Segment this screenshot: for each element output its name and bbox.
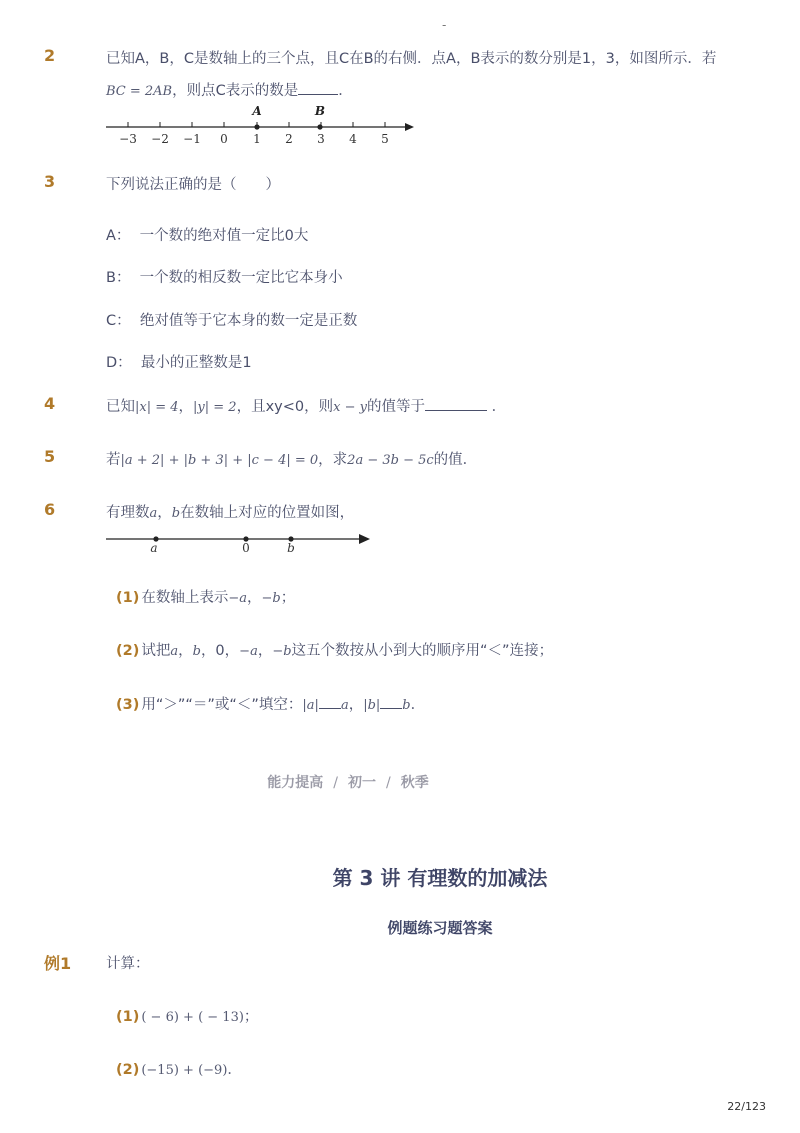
math-neg-b: −b [261, 591, 281, 606]
question-number: 2 [44, 46, 56, 65]
option-d [106, 351, 252, 372]
q4-text: 的值等于 [366, 399, 425, 415]
option-label: B： [106, 270, 131, 286]
q5-text: ，求 [318, 452, 348, 468]
math-b: b [171, 506, 181, 521]
axis-tick-label: −3 [119, 132, 137, 146]
q6-sub-3 [116, 693, 425, 714]
breadcrumb-separator: / [386, 775, 391, 791]
math-a: a [149, 506, 158, 521]
sub-text: ； [280, 590, 296, 606]
question-3-stem: 下列说法正确的是（ ） [106, 177, 280, 193]
number-line-q2 [100, 100, 430, 150]
math-abs-sum: |a + 2| + |b + 3| + |c − 4| = 0 [120, 453, 319, 468]
q4-text: ， [178, 399, 194, 415]
breadcrumb-item: 秋季 [400, 775, 429, 791]
option-text: 一个数的绝对值一定比0大 [139, 228, 309, 244]
math-a: a [170, 644, 179, 659]
sub-text: 试把 [141, 643, 171, 659]
axis-tick-label: 4 [349, 132, 357, 146]
question-number: 4 [44, 394, 56, 413]
math-expression: ( − 6) + ( − 13) [141, 1010, 244, 1025]
option-c [106, 309, 357, 330]
example-1-sub-2 [116, 1058, 242, 1079]
math-x-minus-y: x − y [333, 400, 367, 415]
question-2-line1: 已知A，B，C是数轴上的三个点，且C在B的右侧．点A，B表示的数分别是1，3，如图所示．若 [106, 51, 717, 67]
example-label: 例1 [44, 954, 72, 973]
math-abs-x: |x| = 4 [135, 400, 179, 415]
math-expression: 2a − 3b − 5c [347, 453, 434, 468]
sub-number: (3) [116, 697, 140, 713]
option-label: C： [106, 313, 131, 329]
axis-tick-label: 5 [381, 132, 389, 146]
option-text: 绝对值等于它本身的数一定是正数 [139, 313, 358, 329]
label-a: a [150, 541, 158, 555]
sub-text: ． [227, 1062, 242, 1078]
math-neg-a: −a [228, 591, 247, 606]
sub-text: ， [348, 697, 364, 713]
answer-blank [298, 82, 338, 95]
option-label: A： [106, 228, 131, 244]
label-zero: 0 [242, 541, 250, 555]
axis-tick-label: −1 [183, 132, 201, 146]
example-1-stem: 计算： [106, 956, 150, 972]
axis-tick-label: 2 [285, 132, 293, 146]
sub-number: (1) [116, 590, 140, 606]
q6-text: 在数轴上对应的位置如图， [180, 505, 355, 521]
sub-text: ， [178, 643, 193, 659]
sub-number: (2) [116, 643, 140, 659]
label-b: b [287, 541, 295, 555]
math-a: a [340, 698, 349, 713]
q4-text: ，且xy<0，则 [236, 399, 334, 415]
sub-text: 这五个数按从小到大的顺序用“＜”连接； [291, 643, 554, 659]
lecture-title: 第 3 讲 有理数的加减法 [332, 866, 548, 890]
option-text: 最小的正整数是1 [140, 355, 252, 371]
option-label: D： [106, 355, 132, 371]
axis-tick-label: −2 [151, 132, 169, 146]
breadcrumb-item: 能力提高 [267, 775, 324, 791]
section-title: 例题练习题答案 [387, 919, 493, 937]
q2-text: ，则点C表示的数是 [172, 83, 299, 99]
q6-text: ， [157, 505, 172, 521]
answer-blank [380, 696, 402, 709]
sub-text: ． [410, 697, 426, 713]
answer-blank [425, 398, 487, 411]
math-expression: (−15) + (−9) [141, 1063, 228, 1078]
number-line-q6 [100, 528, 380, 558]
q4-text: 已知 [106, 399, 135, 415]
breadcrumb-item: 初一 [348, 775, 376, 791]
sub-text: ，0， [200, 643, 240, 659]
axis-tick-label: 3 [317, 132, 325, 146]
math-abs-b: |b| [363, 698, 381, 713]
q5-text: 若 [106, 452, 121, 468]
math-abs-y: |y| = 2 [193, 400, 237, 415]
axis-tick-label: 0 [220, 132, 228, 146]
question-6-stem [106, 501, 354, 522]
option-a [106, 224, 308, 245]
question-2-line2 [106, 79, 353, 100]
point-a-dot [254, 124, 259, 129]
question-5 [106, 448, 477, 469]
sub-number: (2) [116, 1062, 140, 1078]
sub-text: ； [243, 1009, 259, 1025]
point-b-dot [317, 124, 322, 129]
question-4 [106, 395, 506, 416]
q2-end: ． [338, 83, 353, 99]
sub-text: 在数轴上表示 [141, 590, 229, 606]
point-b-label: B [314, 104, 326, 118]
math-b: b [192, 644, 201, 659]
point-a-label: A [252, 104, 262, 118]
question-number: 5 [44, 447, 56, 466]
sub-text: ， [247, 590, 262, 606]
breadcrumb-separator: / [333, 775, 338, 791]
math-neg-a: −a [239, 644, 258, 659]
math-bc: BC = 2AB [106, 84, 173, 99]
q6-sub-2 [116, 639, 553, 660]
answer-blank [319, 696, 341, 709]
math-b: b [402, 698, 411, 713]
q6-text: 有理数 [106, 505, 150, 521]
math-abs-a: |a| [302, 698, 319, 713]
sub-text: 用“＞”“＝”或“＜”填空： [141, 697, 303, 713]
math-neg-b: −b [272, 644, 292, 659]
question-number: 6 [44, 500, 56, 519]
sub-text: ， [257, 643, 273, 659]
header-mark: - [442, 18, 447, 32]
example-1-sub-1 [116, 1005, 258, 1026]
breadcrumb [0, 772, 696, 792]
option-b [106, 266, 343, 287]
sub-number: (1) [116, 1009, 140, 1025]
q6-sub-1 [116, 586, 295, 607]
q4-text: ． [491, 399, 507, 415]
question-number: 3 [44, 172, 56, 191]
option-text: 一个数的相反数一定比它本身小 [139, 270, 343, 286]
q5-text: 的值． [433, 452, 478, 468]
axis-tick-label: 1 [253, 132, 261, 146]
page-number: 22/123 [727, 1100, 766, 1113]
